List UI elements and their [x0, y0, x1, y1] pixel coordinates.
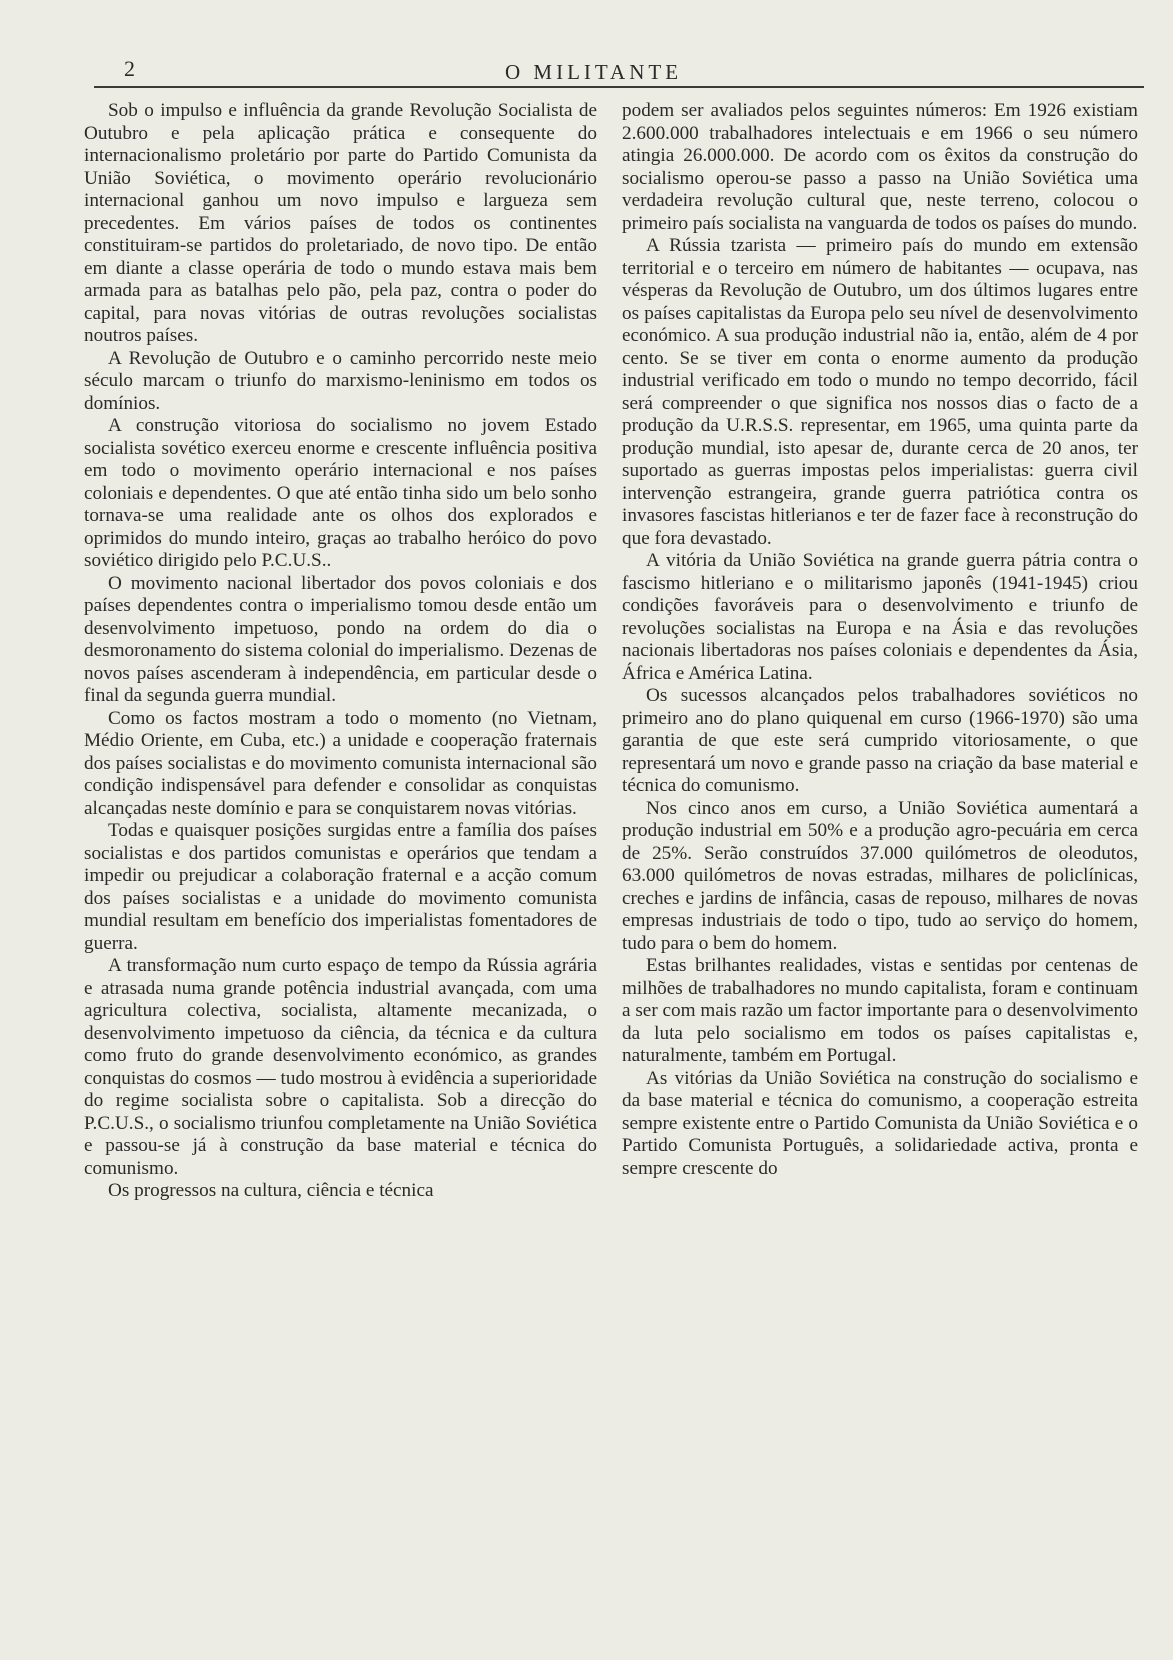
paragraph: O movimento nacional libertador dos povos coloniais e dos países dependentes contra o imperialismo tomou desde então um desenvolvimento impetuoso, pondo na ordem do dia o desmoronamento do sistema colonial do imperialismo. Dezenas de novos países ascenderam à independência, em particular desde o final da segunda guerra mundial. [84, 572, 597, 706]
paragraph: A transformação num curto espaço de tempo da Rússia agrária e atrasada numa grande potência industrial avançada, com uma agricultura colectiva, socialista, altamente mecanizada, o desenvolvimento impetuoso da ciência, da técnica e da cultura como fruto do grande desenvolvimento económico, as grandes conquistas do cosmos — tudo mostrou à evidência a superioridade do regime socialista sobre o capitalista. Sob a direcção do P.C.U.S., o socialismo triunfou completamente na União Soviética e passou-se já à construção da base material e técnica do comunismo. [84, 955, 597, 1179]
page-number: 2 [124, 56, 136, 81]
publication-title: O MILITANTE [505, 60, 683, 84]
right-column [622, 100, 1138, 1180]
header-rule [94, 86, 1144, 88]
paragraph: Como os factos mostram a todo o momento (no Vietnam, Médio Oriente, em Cuba, etc.) a unidade e cooperação fraternais dos países socialistas e do movimento comunista internacional são condição indispensável para defender e consolidar as conquistas alcançadas neste domínio e para se conquistarem novas vitórias. [84, 707, 597, 819]
paragraph: Os progressos na cultura, ciência e técnica [108, 1180, 434, 1201]
paragraph: Estas brilhantes realidades, vistas e sentidas por centenas de milhões de trabalhadores no mundo capitalista, foram e continuam a ser com mais razão um factor importante para o desenvolvimento da luta pelo socialismo em todos os países capitalistas e, naturalmente, também em Portugal. [622, 955, 1138, 1066]
paragraph: A vitória da União Soviética na grande guerra pátria contra o fascismo hitleriano e o militarismo japonês (1941-1945) criou condições favoráveis para o desenvolvimento e triunfo de revoluções socialistas na Europa e na Ásia e das revoluções nacionais libertadoras nos países coloniais e dependentes da Ásia, África e América Latina. [622, 550, 1138, 684]
paragraph: podem ser avaliados pelos seguintes números: Em 1926 existiam 2.600.000 trabalhadores intelectuais e em 1966 o seu número atingia 26.000.000. De acordo com os êxitos da construção do socialismo operou-se passo a passo na União Soviética uma verdadeira revolução cultural que, neste terreno, colocou o primeiro país socialista na vanguarda de todos os países do mundo. [622, 100, 1138, 234]
page-header [0, 50, 1173, 90]
paragraph: Nos cinco anos em curso, a União Soviética aumentará a produção industrial em 50% e a produção agro-pecuária em cerca de 25%. Serão construídos 37.000 quilómetros de oleodutos, 63.000 quilómetros de novas estradas, milhares de policlínicas, creches e jardins de infância, casas de repouso, milhares de novas empresas industriais de todo o tipo, tudo ao serviço do homem, tudo para o bem do homem. [622, 797, 1138, 954]
paragraph: Todas e quaisquer posições surgidas entre a família dos países socialistas e dos partidos comunistas e operários que tendam a impedir ou prejudicar a colaboração fraternal e a acção comum dos países socialistas e a unidade do movimento comunista mundial resultam em benefício dos imperialistas fomentadores de guerra. [84, 820, 597, 954]
paragraph: As vitórias da União Soviética na construção do socialismo e da base material e técnica do comunismo, a cooperação estreita sempre existente entre o Partido Comunista da União Soviética e o Partido Comunista Português, a solidariedade activa, pronta e sempre crescente do [622, 1067, 1138, 1179]
paragraph: Sob o impulso e influência da grande Revolução Socialista de Outubro e pela aplicação prática e consequente do internacionalismo proletário por parte do Partido Comunista da União Soviética, o movimento operário revolucionário internacional ganhou um novo impulso e largueza sem precedentes. Em vários países de todos os continentes constituiram-se partidos do proletariado, de novo tipo. De então em diante a classe operária de todo o mundo estava mais bem armada para as batalhas pelo pão, pela paz, contra o poder do capital, para novas vitórias de outras revoluções socialistas noutros países. [84, 100, 597, 346]
paragraph: A construção vitoriosa do socialismo no jovem Estado socialista sovético exerceu enorme e crescente influência positiva em todo o movimento operário internacional e nos países coloniais e dependentes. O que até então tinha sido um belo sonho tornava-se uma realidade ante os olhos dos explorados e oprimidos do mundo inteiro, graças ao trabalho heróico do povo soviético dirigido pelo P.C.U.S.. [84, 415, 597, 571]
left-column [84, 100, 597, 1203]
paragraph: Os sucessos alcançados pelos trabalhadores soviéticos no primeiro ano do plano quiquenal em curso (1966-1970) são uma garantia de que este será cumprido vitoriosamente, o que representará um novo e grande passo na criação da base material e técnica do comunismo. [622, 685, 1138, 796]
paragraph: A Revolução de Outubro e o caminho percorrido neste meio século marcam o triunfo do marxismo-leninismo em todos os domínios. [84, 347, 597, 414]
paragraph: A Rússia tzarista — primeiro país do mundo em extensão territorial e o terceiro em número de habitantes — ocupava, nas vésperas da Revolução de Outubro, um dos últimos lugares entre os países capitalistas da Europa pelo seu nível de desenvolvimento económico. A sua produção industrial não ia, então, além de 4 por cento. Se se tiver em conta o enorme aumento da produção industrial verificado em todo o mundo no tempo decorrido, fácil será compreender o que significa nos nossos dias o facto de a produção da U.R.S.S. representar, em 1965, uma quinta parte da produção mundial, isto apesar de, durante cerca de 20 anos, ter suportado as guerras impostas pelos imperialistas: guerra civil intervenção estrangeira, grande guerra patriótica contra os invasores fascistas hitlerianos e ter de fazer face à reconstrução do que fora devastado. [622, 235, 1138, 549]
